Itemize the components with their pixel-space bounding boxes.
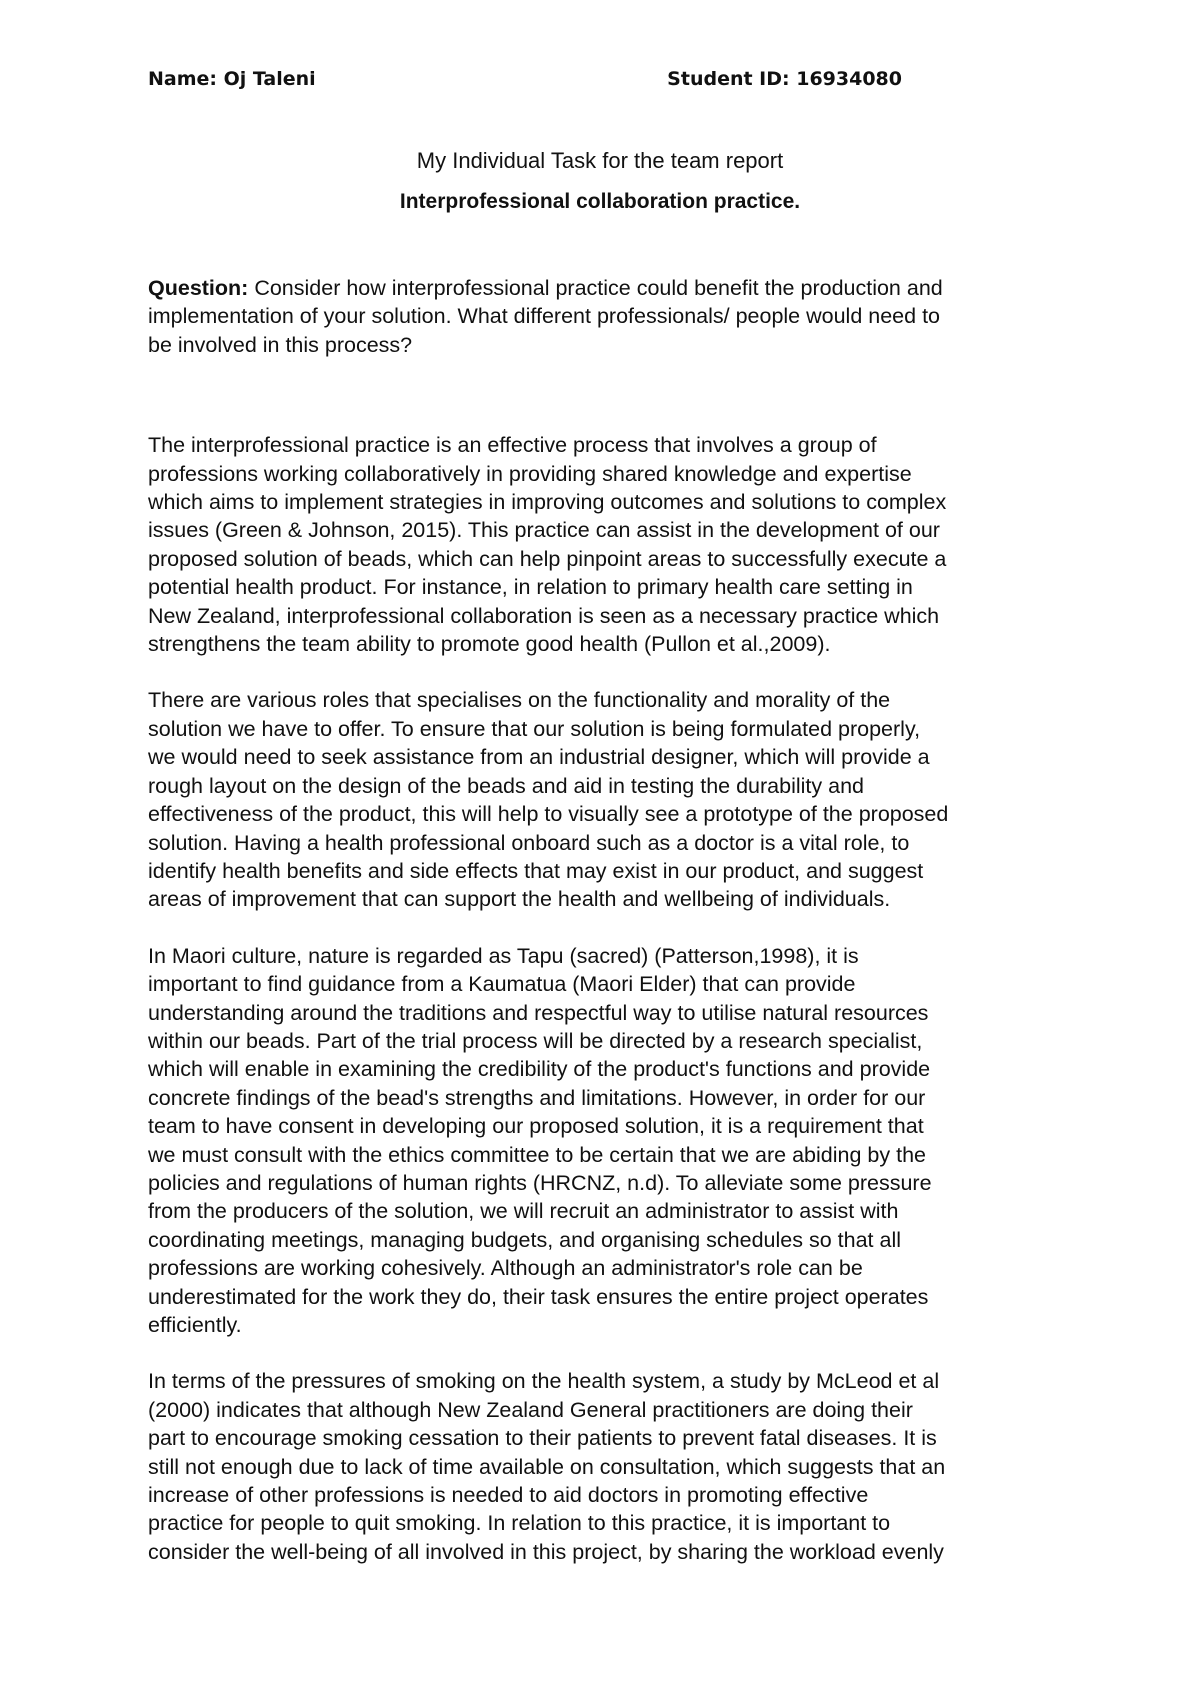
paragraph-line: In Maori culture, nature is regarded as Tapu (sacred) (Patterson,1998), it is bbox=[148, 943, 859, 968]
student-id: Student ID: 16934080 bbox=[667, 68, 902, 90]
paragraph-line: The interprofessional practice is an effective process that involves a group of bbox=[148, 433, 877, 458]
paragraph-line: There are various roles that specialises on the functionality and morality of the bbox=[148, 688, 891, 713]
question-line: be involved in this process? bbox=[148, 332, 413, 357]
paragraph-line: underestimated for the work they do, their task ensures the entire project operates bbox=[148, 1284, 929, 1309]
paragraph-line: important to find guidance from a Kaumatua (Maori Elder) that can provide bbox=[148, 972, 856, 997]
paragraph-line: solution we have to offer. To ensure that our solution is being formulated properly, bbox=[148, 716, 921, 741]
paragraph-line: professions working collaboratively in providing shared knowledge and expertise bbox=[148, 461, 912, 486]
paragraph-line: policies and regulations of human rights (HRCNZ, n.d). To alleviate some pressure bbox=[148, 1170, 932, 1195]
paragraph-line: coordinating meetings, managing budgets, and organising schedules so that all bbox=[148, 1227, 901, 1252]
body-paragraph bbox=[148, 686, 1078, 913]
question-label: Question: bbox=[148, 276, 249, 300]
paragraph-line: we must consult with the ethics committee to be certain that we are abiding by the bbox=[148, 1142, 926, 1167]
paragraph-line: part to encourage smoking cessation to their patients to prevent fatal diseases. It is bbox=[148, 1426, 937, 1451]
paragraph-line: we would need to seek assistance from an industrial designer, which will provide a bbox=[148, 745, 930, 770]
task-title: My Individual Task for the team report bbox=[416, 148, 784, 173]
question-line bbox=[148, 274, 1078, 302]
paragraph-line: team to have consent in developing our proposed solution, it is a requirement that bbox=[148, 1114, 924, 1139]
body-paragraph bbox=[148, 942, 1078, 1340]
paragraph-line: areas of improvement that can support the health and wellbeing of individuals. bbox=[148, 887, 891, 912]
paragraph-line: rough layout on the design of the beads and aid in testing the durability and bbox=[148, 773, 864, 798]
paragraph-line: which will enable in examining the credibility of the product's functions and provide bbox=[148, 1057, 931, 1082]
paragraph-line: increase of other professions is needed to aid doctors in promoting effective bbox=[148, 1483, 869, 1508]
paragraph-line: still not enough due to lack of time available on consultation, which suggests that an bbox=[148, 1454, 946, 1479]
paragraph-line: which aims to implement strategies in improving outcomes and solutions to complex bbox=[148, 490, 947, 515]
paragraph-line: consider the well-being of all involved in this project, by sharing the workload evenly bbox=[148, 1539, 944, 1564]
paragraph-line: solution. Having a health professional onboard such as a doctor is a vital role, to bbox=[148, 830, 910, 855]
paragraph-line: potential health product. For instance, in relation to primary health care setting in bbox=[148, 575, 913, 600]
paragraph-line: proposed solution of beads, which can help pinpoint areas to successfully execute a bbox=[148, 546, 947, 571]
paragraph-line: understanding around the traditions and respectful way to utilise natural resources bbox=[148, 1000, 929, 1025]
student-name: Name: Oj Taleni bbox=[148, 68, 316, 90]
body-paragraph bbox=[148, 431, 1078, 658]
report-subtitle: Interprofessional collaboration practice. bbox=[399, 190, 801, 213]
paragraph-line: (2000) indicates that although New Zealand General practitioners are doing their bbox=[148, 1397, 913, 1422]
paragraph-line: practice for people to quit smoking. In relation to this practice, it is important to bbox=[148, 1511, 891, 1536]
body-paragraphs bbox=[148, 431, 1078, 1566]
page-header bbox=[148, 68, 1052, 100]
body-paragraph bbox=[148, 1367, 1078, 1566]
paragraph-line: within our beads. Part of the trial process will be directed by a research specialist, bbox=[148, 1028, 923, 1053]
paragraph-line: issues (Green & Johnson, 2015). This practice can assist in the development of our bbox=[148, 518, 940, 543]
paragraph-line: from the producers of the solution, we will recruit an administrator to assist with bbox=[148, 1199, 899, 1224]
question-text: Consider how interprofessional practice could benefit the production and bbox=[248, 276, 943, 300]
paragraph-line: effectiveness of the product, this will help to visually see a prototype of the proposed bbox=[148, 802, 949, 827]
document-body bbox=[148, 274, 1078, 1594]
paragraph-line: identify health benefits and side effects that may exist in our product, and suggest bbox=[148, 858, 924, 883]
question-paragraph bbox=[148, 274, 1078, 359]
paragraph-line: In terms of the pressures of smoking on the health system, a study by McLeod et al bbox=[148, 1369, 940, 1394]
title-block bbox=[0, 148, 1200, 214]
paragraph-line: efficiently. bbox=[148, 1313, 242, 1337]
paragraph-line: strengthens the team ability to promote good health (Pullon et al.,2009). bbox=[148, 632, 831, 657]
paragraph-line: concrete findings of the bead's strengths and limitations. However, in order for our bbox=[148, 1085, 926, 1110]
paragraph-line: New Zealand, interprofessional collaboration is seen as a necessary practice which bbox=[148, 603, 940, 628]
question-line: implementation of your solution. What different professionals/ people would need to bbox=[148, 304, 940, 329]
paragraph-line: professions are working cohesively. Although an administrator's role can be bbox=[148, 1256, 863, 1281]
